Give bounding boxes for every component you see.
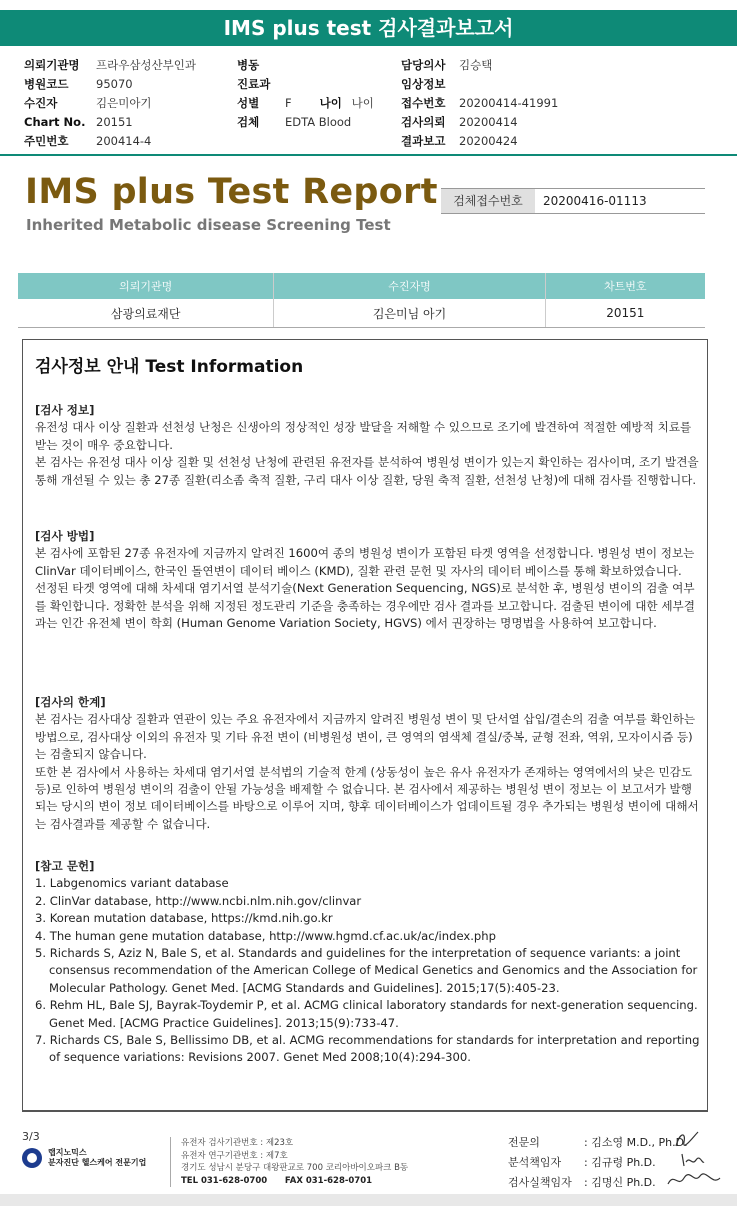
signer-row — [508, 1173, 688, 1193]
meta-label: 임상정보 — [401, 77, 446, 91]
signer-name: : 김명신 Ph.D. — [584, 1176, 656, 1189]
meta-value: 20200424 — [459, 134, 518, 148]
signatories — [508, 1133, 688, 1193]
meta-row — [24, 113, 196, 132]
footer-tel-fax: TEL 031-628-0700 FAX 031-628-0701 — [181, 1175, 373, 1186]
section-title: [참고 문헌] — [35, 859, 95, 873]
logo-text — [48, 1148, 146, 1168]
table-header: 차트번호 — [545, 273, 705, 299]
meta-label: 수진자 — [24, 96, 58, 110]
meta-value: 20151 — [96, 115, 133, 129]
receipt-number-box — [441, 188, 705, 214]
footer-info-line: 유전자 검사기관번호 : 제23호 — [181, 1138, 294, 1148]
test-information-box — [22, 339, 708, 1111]
receipt-label: 검체접수번호 — [441, 189, 535, 213]
meta-label: 주민번호 — [24, 134, 69, 148]
meta-value: 20200414-41991 — [459, 96, 559, 110]
patient-info-table — [18, 273, 705, 328]
meta-value: 200414-4 — [96, 134, 152, 148]
meta-row — [24, 56, 196, 75]
section-paragraph: 본 검사는 검사대상 질환과 연관이 있는 주요 유전자에서 지금까지 알려진 병원성 변이 및 단서열 삽입/결손의 검출 여부를 확인하는 방법으로, 검사대상 이외의 유전자 및 기타 유전 변이 (비병원성 변이, 큰 영역의 염색체 결실/중복, 균형 전좌, 역위, 모자이시즘 등)는 검출되지 않습니다. — [35, 712, 696, 762]
list-item: 4. The human gene mutation database, http://www.hgmd.cf.ac.uk/ac/index.php — [35, 928, 497, 943]
meta-value: 20200414 — [459, 115, 518, 129]
report-main-title: IMS plus Test Report — [25, 172, 438, 212]
section-test-method — [35, 528, 701, 632]
reference-list — [35, 875, 701, 1066]
section-references — [35, 858, 701, 1067]
test-information-heading: 검사정보 안내 Test Information — [35, 357, 304, 377]
signer-role: 분석책임자 — [508, 1156, 562, 1169]
signer-role: 검사실책임자 — [508, 1176, 572, 1189]
list-item: 3. Korean mutation database, https://kmd.nih.go.kr — [35, 911, 333, 926]
meta-label: 의뢰기관명 — [24, 58, 80, 72]
meta-column-left — [24, 56, 196, 151]
list-item: 2. ClinVar database, http://www.ncbi.nlm.nih.gov/clinvar — [35, 893, 362, 908]
meta-row — [237, 56, 374, 75]
list-item: 6. Rehm HL, Bale SJ, Bayrak-Toydemir P, et al. ACMG clinical laboratory standards for next-generation sequencing. Genet Med. [ACMG Practice Guidelines]. 2013;15(9):733-47. — [35, 998, 698, 1030]
signer-row — [508, 1133, 688, 1153]
section-paragraph: 선정된 타겟 영역에 대해 차세대 염기서열 분석기술(Next Generation Sequencing, NGS)로 분석한 후, 병원성 변이의 검출 여부를 확인합니다. 정확한 분석을 위해 지정된 정도관리 기준을 충족하는 경우에만 검사 결과를 보고합니다. 검출된 변이에 대한 세부결과는 인간 유전체 변이 학회 (Human Genome Variation Society, HGVS) 에서 권장하는 명명법을 사용하여 보고합니다. — [35, 581, 695, 631]
table-cell: 20151 — [545, 299, 705, 328]
table-row — [18, 299, 705, 328]
meta-row — [401, 113, 558, 132]
sex-value: F — [285, 96, 292, 110]
meta-row — [401, 56, 558, 75]
section-paragraph: 유전성 대사 이상 질환과 선천성 난청은 신생아의 정상적인 성장 발달을 저해할 수 있으므로 조기에 발견하여 적절한 예방적 치료를 받는 것이 매우 중요합니다. — [35, 420, 692, 452]
meta-value: 프라우삼성산부인과 — [96, 58, 196, 72]
footer-info-line: 유전자 연구기관번호 : 제7호 — [181, 1150, 288, 1161]
signer-name: : 김규령 Ph.D. — [584, 1156, 656, 1169]
table-header-row — [18, 273, 705, 299]
receipt-value: 20200416-01113 — [543, 194, 647, 208]
section-test-limits — [35, 694, 701, 833]
meta-label: 병원코드 — [24, 77, 69, 91]
signature-mark-2 — [678, 1150, 708, 1170]
dept-label: 진료과 — [237, 77, 271, 91]
ward-label: 병동 — [237, 58, 260, 72]
section-paragraph: 또한 본 검사에서 사용하는 차세대 염기서열 분석법의 기술적 한계 (상동성이 높은 유사 유전자가 존재하는 영역에서의 낮은 민감도 등)로 인하여 병원성 변이의 검출이 안될 가능성을 배제할 수 없습니다. 본 검사에서 제공하는 병원성 변이 정보는 이 보고서가 발행되는 당시의 변이 정보 데이터베이스를 바탕으로 이루어 지며, 향후 데이터베이스가 업데이트될 경우 추가되는 병원성 변이에 대해서는 검사결과를 제공할 수 없습니다. — [35, 764, 699, 831]
meta-label: 검사의뢰 — [401, 115, 446, 129]
specimen-value: EDTA Blood — [285, 115, 352, 129]
page-number: 3/3 — [22, 1130, 40, 1143]
signature-mark-3 — [664, 1168, 724, 1190]
meta-row — [237, 113, 374, 132]
footer-info-line: 경기도 성남시 분당구 대왕판교로 700 코리아바이오파크 B동 — [181, 1163, 409, 1173]
section-title: [검사 정보] — [35, 403, 95, 417]
meta-label: 결과보고 — [401, 134, 446, 148]
meta-label: Chart No. — [24, 115, 86, 129]
meta-value: 95070 — [96, 77, 133, 91]
meta-row — [401, 132, 558, 151]
bottom-band — [0, 1194, 737, 1206]
table-cell: 삼광의료재단 — [18, 299, 274, 328]
signer-name: : 김소영 M.D., Ph.D. — [584, 1136, 688, 1149]
table-header: 수진자명 — [274, 273, 545, 299]
meta-row — [24, 132, 196, 151]
signer-role: 전문의 — [508, 1136, 540, 1149]
section-paragraph: 본 검사는 유전성 대사 이상 질환 및 선천성 난청에 관련된 유전자를 분석하여 병원성 변이가 있는지 확인하는 검사이며, 조기 발견을 통해 개선될 수 있는 총 27종 질환(리소좀 축적 질환, 구리 대사 이상 질환, 당원 축적 질환, 선천성 난청)에 대해 검사를 진행합니다. — [35, 455, 699, 487]
meta-row — [24, 75, 196, 94]
meta-value: 김은미아기 — [96, 96, 152, 110]
logo-line: 분자진단 헬스케어 전문기업 — [48, 1158, 147, 1167]
age-value: 나이 — [351, 96, 374, 110]
list-item: 1. Labgenomics variant database — [35, 876, 229, 891]
table-cell: 김은미님 아기 — [274, 299, 545, 328]
section-title: [검사의 한계] — [35, 695, 106, 709]
section-title: [검사 방법] — [35, 529, 95, 543]
meta-row — [237, 75, 374, 94]
company-logo — [22, 1148, 146, 1168]
meta-row — [401, 94, 558, 113]
logo-mark-icon — [22, 1148, 42, 1168]
meta-label: 담당의사 — [401, 58, 446, 72]
meta-row — [24, 94, 196, 113]
meta-row — [237, 94, 374, 113]
table-header: 의뢰기관명 — [18, 273, 274, 299]
signature-mark-1 — [672, 1128, 702, 1152]
meta-value: 김승택 — [459, 58, 493, 72]
meta-column-middle — [237, 56, 374, 132]
section-paragraph: 본 검사에 포함된 27종 유전자에 지금까지 알려진 1600여 종의 병원성 변이가 포함된 타겟 영역을 선정합니다. 병원성 변이 정보는 ClinVar 데이터베이스, 한국인 돌연변이 데이터 베이스 (KMD), 질환 관련 문헌 및 자사의 데이터 베이스를 통해 확보하였습니다. — [35, 546, 695, 578]
footer-institution-info — [170, 1137, 408, 1187]
list-item: 5. Richards S, Aziz N, Bale S, et al. Standards and guidelines for the interpretation of sequence variants: a joint consensus recommendation of the American College of Medical Genetics and Genomics and the Association for Molecular Pathology. Genet Med. [ACMG Standards and Guidelines]. 2015;17(5):405-23. — [35, 946, 698, 995]
footer-divider — [22, 1111, 708, 1112]
meta-label: 접수번호 — [401, 96, 446, 110]
list-item: 7. Richards CS, Bale S, Bellissimo DB, et al. ACMG recommendations for standards for interpretation and reporting of sequence variations: Revisions 2007. Genet Med 2008;10(4):294-300. — [35, 1033, 700, 1065]
section-test-info — [35, 402, 701, 489]
signer-row — [508, 1153, 688, 1173]
report-title-bar: IMS plus test 검사결과보고서 — [0, 10, 737, 46]
specimen-label: 검체 — [237, 115, 260, 129]
header-divider — [0, 154, 737, 156]
sex-label: 성별 — [237, 96, 260, 110]
meta-row — [401, 75, 558, 94]
age-label: 나이 — [319, 96, 342, 110]
logo-line: 랩지노믹스 — [48, 1148, 87, 1157]
meta-column-right — [401, 56, 558, 151]
report-subtitle: Inherited Metabolic disease Screening Test — [26, 216, 391, 234]
